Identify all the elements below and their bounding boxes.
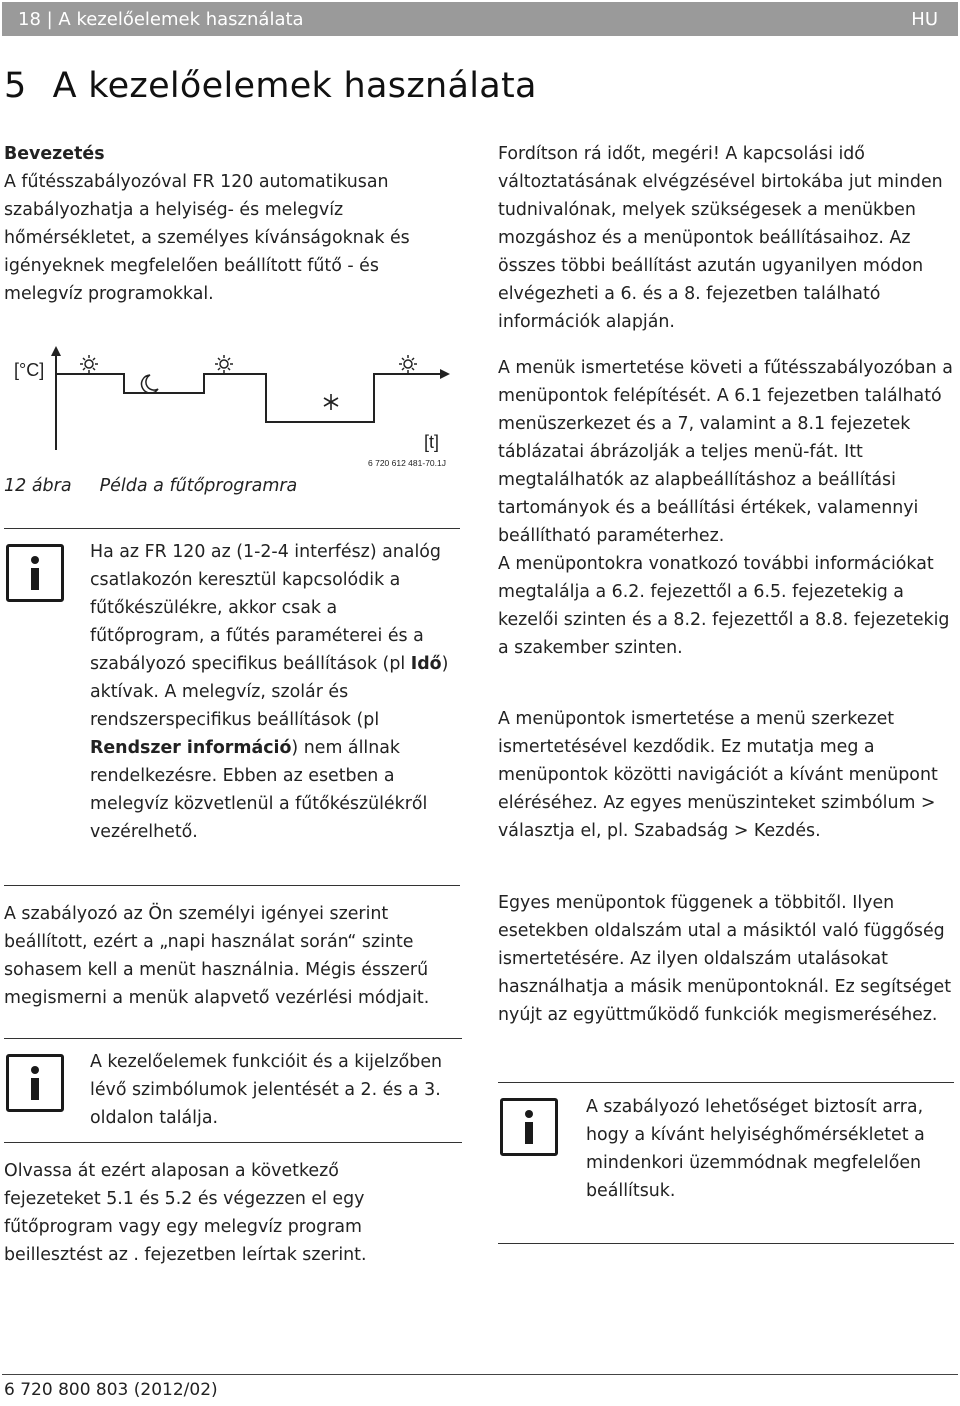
- sun-icon: [80, 355, 98, 373]
- figure-caption-text: Példa a fűtőprogramra: [99, 476, 298, 496]
- usage-text: A szabályozó az Ön személyi igényei szerint beállított, ezért a „napi használat során“ szinte sohasem kell a menüt használnia. Mégis ésszerű megismerni a menük alapvető vezérlési módjait.: [4, 904, 430, 1008]
- note1-bold-time: Idő: [410, 654, 442, 674]
- read-chapters-text: Olvassa át ezért alaposan a következő fejezeteket 5.1 és 5.2 és végezzen el egy fűtőprogram vagy egy melegvíz program beillesztést az . fejezetben leírtak szerint.: [4, 1161, 367, 1265]
- chapter-title: A kezelőelemek használata: [52, 66, 537, 106]
- dependencies-text: Egyes menüpontok függenek a többitől. Ilyen esetekben oldalszám utal a másiktól való függőség ismertetésére. Az ilyen oldalszám utalásokat használhatja a másik menüpontoknál. Ez segítséget nyújt az együttműködő funkciók megismeréséhez.: [498, 893, 952, 1025]
- chapter-number: 5: [4, 66, 27, 106]
- note1-text-2: ) aktívak. A melegvíz, szolár és rendszerspecifikus beállítások (pl: [90, 654, 449, 730]
- intro-heading: Bevezetés: [4, 144, 105, 164]
- note-room-temperature: [586, 1093, 926, 1205]
- x-axis-unit: [t]: [424, 432, 440, 452]
- figure-caption-number: 12 ábra: [4, 476, 72, 496]
- note3-rule-top: [498, 1082, 954, 1083]
- note1-text-3: ) nem állnak rendelkezésre. Ebben az esetben a melegvíz közvetlenül a fűtőkészülékről vezérelhető.: [90, 738, 428, 842]
- info-icon: [6, 1054, 64, 1112]
- intro-text: A fűtésszabályozóval FR 120 automatikusan szabályozhatja a helyiség- és melegvíz hőmérsékletet, a személyes kívánságoknak és igényeknek megfelelően beállított fűtő - és melegvíz programokkal.: [4, 172, 410, 304]
- sun-icon: [215, 355, 233, 373]
- header-language: HU: [911, 9, 938, 30]
- info-icon: [6, 544, 64, 602]
- figure-caption: [4, 476, 297, 496]
- note3-rule-bottom: [498, 1243, 954, 1244]
- note-rule-bottom: [4, 885, 460, 886]
- right-para-2: [498, 354, 954, 662]
- note2-text: A kezelőelemek funkcióit és a kijelzőben lévő szimbólumok jelentését a 2. és a 3. oldalon találja.: [90, 1052, 443, 1128]
- y-axis-arrow: [51, 346, 61, 356]
- menu-navigation-text: A menüpontok ismertetése a menü szerkezet ismertetésével kezdődik. Ez mutatja meg a menüpontok közötti navigációt a kívánt menüpont eléréséhez. Az egyes menüszinteket szimbólum > választja el, pl. Szabadság > Kezdés.: [498, 709, 938, 841]
- info-icon: [500, 1098, 558, 1156]
- note1-text-1: Ha az FR 120 az (1-2-4 interfész) analóg csatlakozón keresztül kapcsolódik a fűtőkészülékre, akkor csak a fűtőprogram, a fűtés paraméterei és a szabályozó specifikus beállítások (pl: [90, 542, 441, 674]
- moon-icon: [142, 375, 158, 393]
- note2-rule-bottom: [4, 1142, 462, 1143]
- menu-chapters-text: A menüpontokra vonatkozó további információkat megtalálja a 6.2. fejezettől a 6.5. fejezetekig a kezelői szinten és a 8.2. fejezettől a 8.8. fejezetekig a szakember szinten.: [498, 554, 950, 658]
- temperature-profile-line: [56, 374, 444, 422]
- snowflake-icon: [324, 394, 338, 410]
- y-axis-unit: [°C]: [14, 360, 45, 380]
- read-chapters-paragraph: [4, 1157, 414, 1269]
- usage-paragraph: [4, 900, 460, 1012]
- sun-icon: [399, 355, 417, 373]
- intro-section: [4, 140, 454, 308]
- figure-code: 6 720 612 481-70.1J: [368, 458, 446, 468]
- right-para-1: [498, 140, 954, 336]
- take-time-text: Fordítson rá időt, megéri! A kapcsolási idő változtatásának elvégzésével birtokába jut minden tudnivalónak, melyek szükségesek a menükben mozgáshoz és a menüpontok beállításaihoz. Az összes többi beállítást azután ugyanilyen módon elvégezheti a 6. és a 8. fejezetben található információk alapján.: [498, 144, 943, 332]
- note-rule-top: [4, 528, 460, 529]
- note3-text: A szabályozó lehetőséget biztosít arra, hogy a kívánt helyiséghőmérsékletet a mindenkori üzemmódnak megfelelően beállítsuk.: [586, 1097, 925, 1201]
- page-header: [2, 2, 958, 36]
- note2-rule-top: [4, 1038, 462, 1039]
- note-controls-reference: [90, 1048, 450, 1132]
- heating-program-diagram: [4, 340, 464, 470]
- header-section-title: 18 | A kezelőelemek használata: [18, 9, 304, 30]
- note1-bold-system-info: Rendszer információ: [90, 738, 292, 758]
- right-para-3: [498, 705, 954, 845]
- footer-document-code: 6 720 800 803 (2012/02): [4, 1380, 218, 1400]
- note-analog-interface: [90, 538, 450, 846]
- menu-structure-text: A menük ismertetése követi a fűtésszabályozóban a menüpontok felépítését. A 6.1 fejezetben található menüszerkezet és a 7, valamint a 8.1 fejezetek táblázatai ábrázolják a teljes menü-fát. Itt megtalálhatók az alapbeállításhoz a beállítási tartományok és a beállítási értékek, valamennyi beállítható paraméterhez.: [498, 358, 953, 546]
- right-para-4: [498, 889, 954, 1029]
- footer-rule: [2, 1374, 958, 1375]
- x-axis-arrow: [440, 369, 450, 379]
- chapter-heading: [4, 66, 537, 106]
